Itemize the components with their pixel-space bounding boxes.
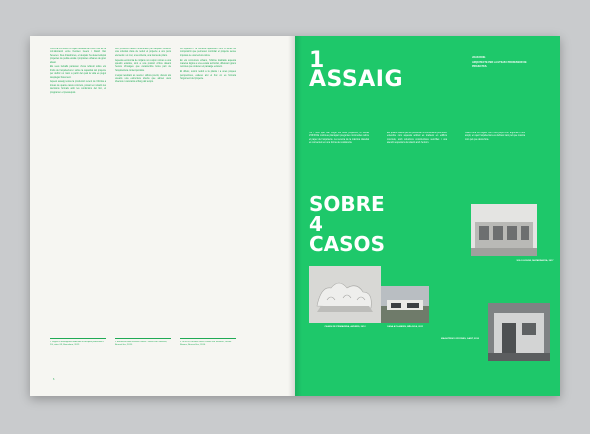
- author-note: ARQUITECTE PER LA ETSAB I PROFESSOR DE PROJECTES.: [472, 61, 527, 68]
- right-page: [295, 36, 560, 396]
- case-photo-house: [381, 286, 429, 323]
- photo-caption: SOLO HOUSE, MATARRANYA, 2017: [516, 260, 554, 262]
- author-name: JOAN ROIG: [472, 56, 486, 59]
- paragraph: La repetició i la simetria apareixen com a eines de composició que permeten controlar el projecte sense imposar-ne una lectura única.: [180, 48, 236, 57]
- essay-column-1: Tot i l'èxit que han tingut els seus projectes, el treball d'OFFICE continua plantejant preguntes incòmodes sobre el paper de l'arquitecte. La recerca de la màxima claredat es converteix en una forma de resistència.: [309, 132, 369, 144]
- paragraph: Aquesta economia de mitjans no respon només a una qüestió estètica, sinó a una posició crítica davant l'excés d'imatges que caracteritza bona part de l'arquitectura contemporània.: [115, 59, 171, 72]
- case-photo-warehouse: [488, 303, 550, 361]
- footnote-rule: [180, 338, 236, 339]
- section2-title-line: 4: [309, 212, 323, 236]
- footnote-rule: [50, 338, 106, 339]
- magazine-spread: [30, 36, 560, 396]
- paragraph: Aquest assaig revisa la producció recent de l'oficina a través de quatre casos concrets, posant en relació les decisions formals amb les condicions del lloc, el programa i el pressupost.: [50, 81, 106, 94]
- section-number: 1: [309, 48, 325, 73]
- footnote: 3 OFFICE Kersten Geers David Van Severen, Seven Rooms, Brussel·les, 2010.: [180, 341, 232, 347]
- paragraph: En els concursos urbans, l'oficina trasllada aquesta mateixa lògica a una escala territorial, dibuixant grans recintes que ordenen el paisatge existent.: [180, 59, 236, 69]
- paragraph: L'espai resultant és neutre i alhora precís; ofereix als usuaris una estructura oberta que admet usos diversos i canviants al llarg del temps.: [115, 74, 171, 84]
- section2-title-line: CASOS: [309, 232, 385, 256]
- paragraph: Les primeres cases construïdes pel despatx mostren una voluntat clara de reduir el projecte a uns pocs elements: un mur, una coberta, una trama de pilars.: [115, 48, 171, 57]
- paragraph: OFFICE va néixer a mitjan dècada del 2000 fruit de la col·laboració entre Kersten Geers i David Van Severen. Des d'aleshores, el despatx ha desenvolupat projectes de petita escala i propostes urbanes de gran abast.: [50, 48, 106, 64]
- section-title: ASSAIG: [309, 67, 403, 92]
- footnote: 2 Entrevista amb Kersten Geers i David Van Severen, Brussel·les, 2013.: [115, 341, 168, 347]
- footnote: 1 Vegeu la monografia dedicada al despatx publicada a 2G, núm. 63, Barcelona, 2012.: [50, 341, 104, 347]
- text-column-2: [115, 48, 171, 278]
- section2-title-line: SOBRE: [309, 192, 385, 216]
- paragraph: Els seus treballs parteixen d'una reflexió sobre els límits de l'arquitectura i sobre la capacitat del projecte per definir un marc a partir del qual la vida es pugui desplegar lliurement.: [50, 66, 106, 79]
- text-column-3: [180, 48, 236, 278]
- case-photo-model: [309, 266, 381, 323]
- photo-caption: MAGATZEM I OFICINES, GANT, 2010: [441, 338, 479, 340]
- case-photo-building: [471, 204, 537, 256]
- page-number: 6: [53, 378, 55, 381]
- author-block: [472, 56, 534, 68]
- paragraph: El dibuix, sovint reduït a la planta i a unes poques perspectives, esdevé així el lloc on es formula l'argument del projecte.: [180, 71, 236, 81]
- essay-column-3: Cada obra es llegeix com una peça d'un argument més ampli, en què l'arquitectura es defineix tant pel que mostra com pel que deixa fora.: [465, 132, 525, 141]
- photo-caption: CASA A FLANDES, BÈLGICA, 2011: [386, 326, 424, 328]
- text-column-1: [50, 48, 106, 278]
- photo-caption: CASES DE PRIMAVERA, ANVERS, 2012: [324, 326, 366, 328]
- left-page: [30, 36, 295, 396]
- essay-column-2: Els quatre casos que es presenten a continuació permeten entendre com aquesta actitud es tradueix en edificis concrets, amb solucions constructives senzilles i una atenció especial a la relació amb l'entorn.: [387, 132, 447, 144]
- footnote-rule: [115, 338, 171, 339]
